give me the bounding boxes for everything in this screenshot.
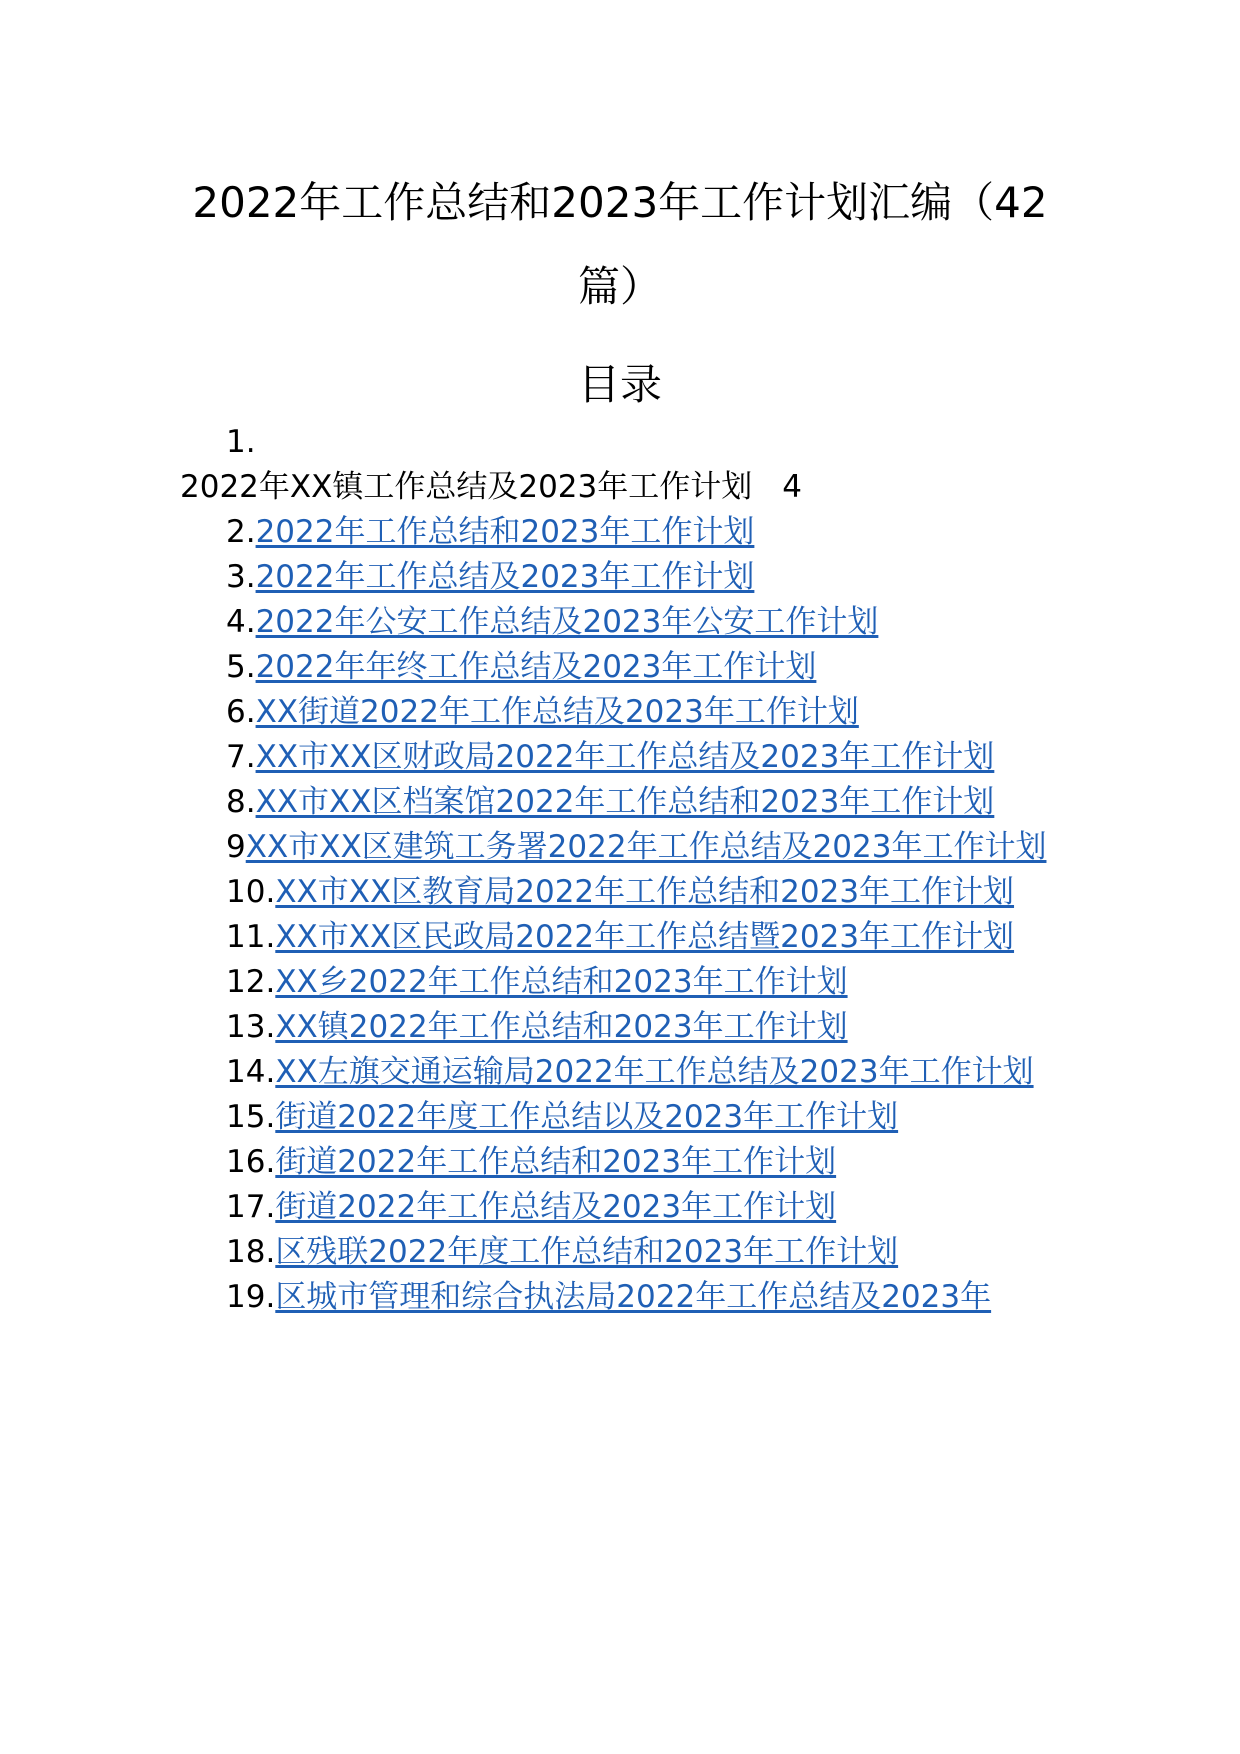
toc-entry-7 <box>160 735 1090 780</box>
toc-link[interactable]: XX镇2022年工作总结和2023年工作计划 <box>275 1009 848 1045</box>
document-title-line-2: 篇） <box>577 262 662 311</box>
toc-entry-number: 18. <box>226 1234 276 1270</box>
toc-heading: 目录 <box>577 360 662 409</box>
toc-entry-number: 2. <box>226 514 256 550</box>
toc-entry-number: 11. <box>226 919 276 955</box>
toc-link[interactable]: 2022年工作总结和2023年工作计划 <box>255 514 755 550</box>
toc-link[interactable]: 区城市管理和综合执法局2022年工作总结及2023年 <box>275 1279 992 1315</box>
toc-entry-number: 10. <box>226 874 276 910</box>
toc-entry-4 <box>160 600 1090 645</box>
toc-entry-number: 4. <box>226 604 256 640</box>
toc-entry-number: 19. <box>226 1279 276 1315</box>
toc-entry-12 <box>160 960 1090 1005</box>
toc-link[interactable]: 街道2022年工作总结及2023年工作计划 <box>275 1189 837 1225</box>
toc-link[interactable]: XX市XX区教育局2022年工作总结和2023年工作计划 <box>275 874 1015 910</box>
toc-link[interactable]: XX街道2022年工作总结及2023年工作计划 <box>255 694 859 730</box>
toc-entry-9 <box>160 825 1090 870</box>
toc-entry-number: 3. <box>226 559 256 595</box>
toc-entry-number: 6. <box>226 694 256 730</box>
toc-entry-14 <box>160 1050 1090 1095</box>
toc-entry-2 <box>160 510 1090 555</box>
toc-link[interactable]: XX市XX区民政局2022年工作总结暨2023年工作计划 <box>275 919 1015 955</box>
toc-link[interactable]: XX左旗交通运输局2022年工作总结及2023年工作计划 <box>275 1054 1034 1090</box>
document-title-line-1: 2022年工作总结和2023年工作计划汇编（42 <box>192 178 1048 227</box>
toc-entry-17 <box>160 1185 1090 1230</box>
toc-entry-15 <box>160 1095 1090 1140</box>
toc-entry-18 <box>160 1230 1090 1275</box>
table-of-contents <box>160 420 1090 1320</box>
toc-entry-6 <box>160 690 1090 735</box>
toc-link[interactable]: 区残联2022年度工作总结和2023年工作计划 <box>275 1234 899 1270</box>
toc-link[interactable]: 街道2022年度工作总结以及2023年工作计划 <box>275 1099 899 1135</box>
toc-link[interactable]: 2022年工作总结及2023年工作计划 <box>255 559 755 595</box>
toc-entry-16 <box>160 1140 1090 1185</box>
toc-entry-3 <box>160 555 1090 600</box>
toc-entry-19 <box>160 1275 1090 1320</box>
toc-entry-5 <box>160 645 1090 690</box>
toc-entry-page: 4 <box>782 469 802 505</box>
toc-entry-8 <box>160 780 1090 825</box>
toc-entry-number: 5. <box>226 649 256 685</box>
toc-entry-number: 12. <box>226 964 276 1000</box>
toc-entry-1 <box>160 420 1090 510</box>
toc-link[interactable]: XX市XX区档案馆2022年工作总结和2023年工作计划 <box>255 784 995 820</box>
toc-link[interactable]: 街道2022年工作总结和2023年工作计划 <box>275 1144 837 1180</box>
toc-link[interactable]: XX市XX区财政局2022年工作总结及2023年工作计划 <box>255 739 995 775</box>
toc-entry-number: 1. <box>226 424 256 460</box>
toc-entry-11 <box>160 915 1090 960</box>
toc-entry-number: 7. <box>226 739 256 775</box>
toc-link[interactable]: 2022年年终工作总结及2023年工作计划 <box>255 649 817 685</box>
toc-link[interactable]: 2022年公安工作总结及2023年公安工作计划 <box>255 604 879 640</box>
toc-entry-number: 8. <box>226 784 256 820</box>
toc-link[interactable]: XX乡2022年工作总结和2023年工作计划 <box>275 964 848 1000</box>
toc-entry-number: 13. <box>226 1009 276 1045</box>
toc-entry-number: 14. <box>226 1054 276 1090</box>
toc-entry-number: 17. <box>226 1189 276 1225</box>
toc-entry-13 <box>160 1005 1090 1050</box>
toc-entry-10 <box>160 870 1090 915</box>
toc-link[interactable]: XX市XX区建筑工务署2022年工作总结及2023年工作计划 <box>245 829 1047 865</box>
toc-entry-number: 16. <box>226 1144 276 1180</box>
toc-entry-number: 15. <box>226 1099 276 1135</box>
toc-entry-number: 9 <box>226 829 246 865</box>
toc-entry-text: 2022年XX镇工作总结及2023年工作计划 <box>180 469 753 505</box>
